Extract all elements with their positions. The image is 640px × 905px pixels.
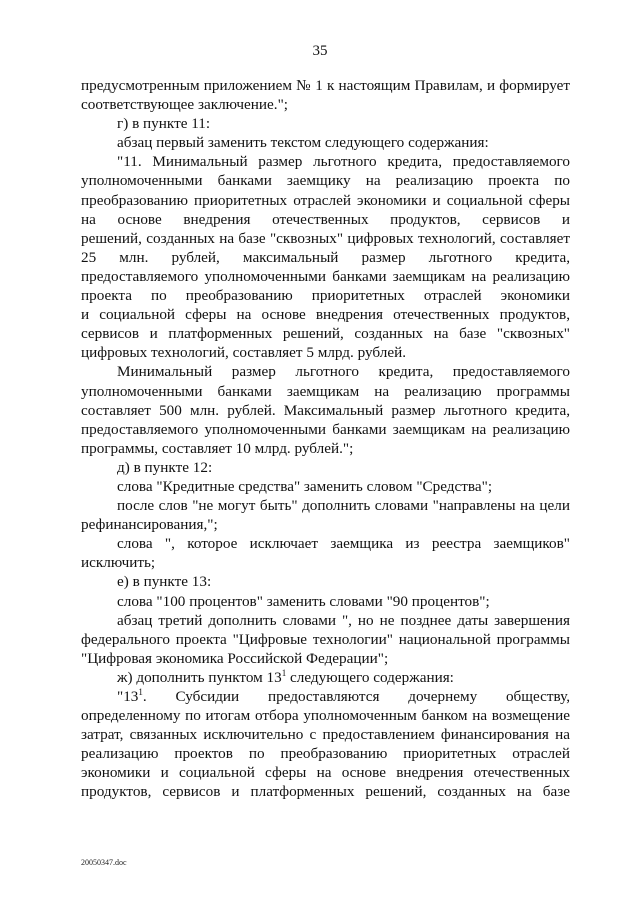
line-text: проекта по преобразованию приоритетных отраслей экономики	[81, 287, 570, 305]
line-text: на основе внедрения отечественных продуктов, сервисов и	[81, 210, 570, 228]
text-line	[81, 477, 570, 496]
text-line	[81, 458, 570, 477]
line-text: составляет 500 млн. рублей. Максимальный размер льготного кредита,	[81, 401, 570, 419]
text-line	[81, 114, 570, 133]
text-line	[81, 133, 570, 152]
text-line	[81, 95, 570, 114]
text-line	[81, 706, 570, 725]
text-line	[81, 171, 570, 190]
line-text: реализацию проектов по преобразованию приоритетных отраслей	[81, 745, 570, 763]
text-line	[81, 286, 570, 305]
line-text: "11. Минимальный размер льготного кредита, предоставляемого	[117, 153, 570, 171]
line-text: соответствующее заключение.";	[81, 96, 289, 114]
text-line	[81, 76, 570, 95]
text-line	[81, 210, 570, 229]
line-text-continued: следующего содержания:	[286, 668, 454, 686]
line-text: "13	[117, 688, 139, 705]
text-line	[81, 572, 570, 591]
line-text: затрат, связанных исключительно с предоставлением финансирования на	[81, 726, 570, 744]
line-text: слова "100 процентов" заменить словами "90 процентов";	[117, 592, 490, 610]
line-text: Минимальный размер льготного кредита, предоставляемого	[117, 363, 570, 381]
text-line	[81, 324, 570, 343]
page-number: 35	[312, 43, 328, 59]
line-text: преобразованию приоритетных отраслей экономики и социальной сферы	[81, 191, 570, 209]
text-line	[81, 725, 570, 744]
line-text: цифровых технологий, составляет 5 млрд. рублей.	[81, 344, 406, 362]
superscript: 1	[138, 687, 143, 697]
text-line	[81, 592, 570, 611]
line-text: г) в пункте 11:	[117, 115, 211, 133]
text-line	[81, 267, 570, 286]
text-line	[81, 152, 570, 171]
line-text: д) в пункте 12:	[117, 458, 213, 476]
line-text: уполномоченными банками заемщику на реализацию проекта по	[81, 172, 570, 190]
superscript: 1	[281, 667, 287, 678]
text-line	[81, 611, 570, 630]
text-line	[81, 553, 570, 572]
text-line	[81, 668, 570, 687]
line-text: и социальной сферы на основе внедрения отечественных продуктов,	[81, 306, 570, 324]
line-text: уполномоченными банками заемщикам на реализацию программы	[81, 382, 570, 400]
text-line	[81, 382, 570, 401]
text-line	[81, 305, 570, 324]
line-text: слова "Кредитные средства" заменить словом "Средства";	[117, 477, 493, 495]
text-line	[81, 649, 570, 668]
file-name-footer: 20050347.doc	[81, 858, 127, 867]
line-text: продуктов, сервисов и платформенных решений, созданных на базе	[81, 783, 570, 801]
line-text: слова ", которое исключает заемщика из реестра заемщиков"	[117, 535, 570, 553]
text-line	[81, 782, 570, 801]
line-text: экономики и социальной сферы на основе внедрения отечественных	[81, 764, 570, 782]
text-line	[81, 744, 570, 763]
line-text: сервисов и платформенных решений, созданных на базе "сквозных"	[81, 325, 570, 343]
line-text: программы, составляет 10 млрд. рублей.";	[81, 439, 354, 457]
line-text: 25 млн. рублей, максимальный размер льготного кредита,	[81, 248, 570, 266]
line-text: ж) дополнить пунктом 13	[117, 668, 282, 686]
text-line	[81, 420, 570, 439]
text-line	[81, 763, 570, 782]
text-line	[81, 401, 570, 420]
text-line	[81, 496, 570, 515]
text-line	[81, 343, 570, 362]
line-text: предоставляемого уполномоченными банками заемщикам на реализацию	[81, 420, 570, 438]
line-text: "Цифровая экономика Российской Федерации";	[81, 649, 389, 667]
line-text: предоставляемого уполномоченными банками заемщикам на реализацию	[81, 267, 570, 285]
text-line	[81, 229, 570, 248]
text-line	[81, 630, 570, 649]
line-text: абзац третий дополнить словами ", но не позднее даты завершения	[117, 611, 570, 629]
line-text: абзац первый заменить текстом следующего содержания:	[117, 134, 489, 152]
text-line	[81, 362, 570, 381]
text-line	[81, 439, 570, 458]
text-line	[81, 191, 570, 210]
text-line	[81, 534, 570, 553]
text-line	[81, 248, 570, 267]
document-body	[81, 76, 570, 802]
line-text: после слов "не могут быть" дополнить словами "направлены на цели	[117, 497, 570, 515]
text-line	[81, 515, 570, 534]
line-text: определенному по итогам отбора уполномоченным банком на возмещение	[81, 707, 570, 725]
line-text: предусмотренным приложением № 1 к настоящим Правилам, и формирует	[81, 77, 570, 94]
line-text: е) в пункте 13:	[117, 573, 212, 591]
line-text: исключить;	[81, 554, 156, 572]
line-text: федерального проекта "Цифровые технологии" национальной программы	[81, 630, 570, 648]
line-text-continued: . Субсидии предоставляются дочернему обществу,	[142, 688, 570, 705]
line-text: решений, созданных на базе "сквозных" цифровых технологий, составляет	[81, 229, 570, 247]
text-line	[81, 687, 570, 706]
line-text: рефинансирования,";	[81, 516, 218, 534]
